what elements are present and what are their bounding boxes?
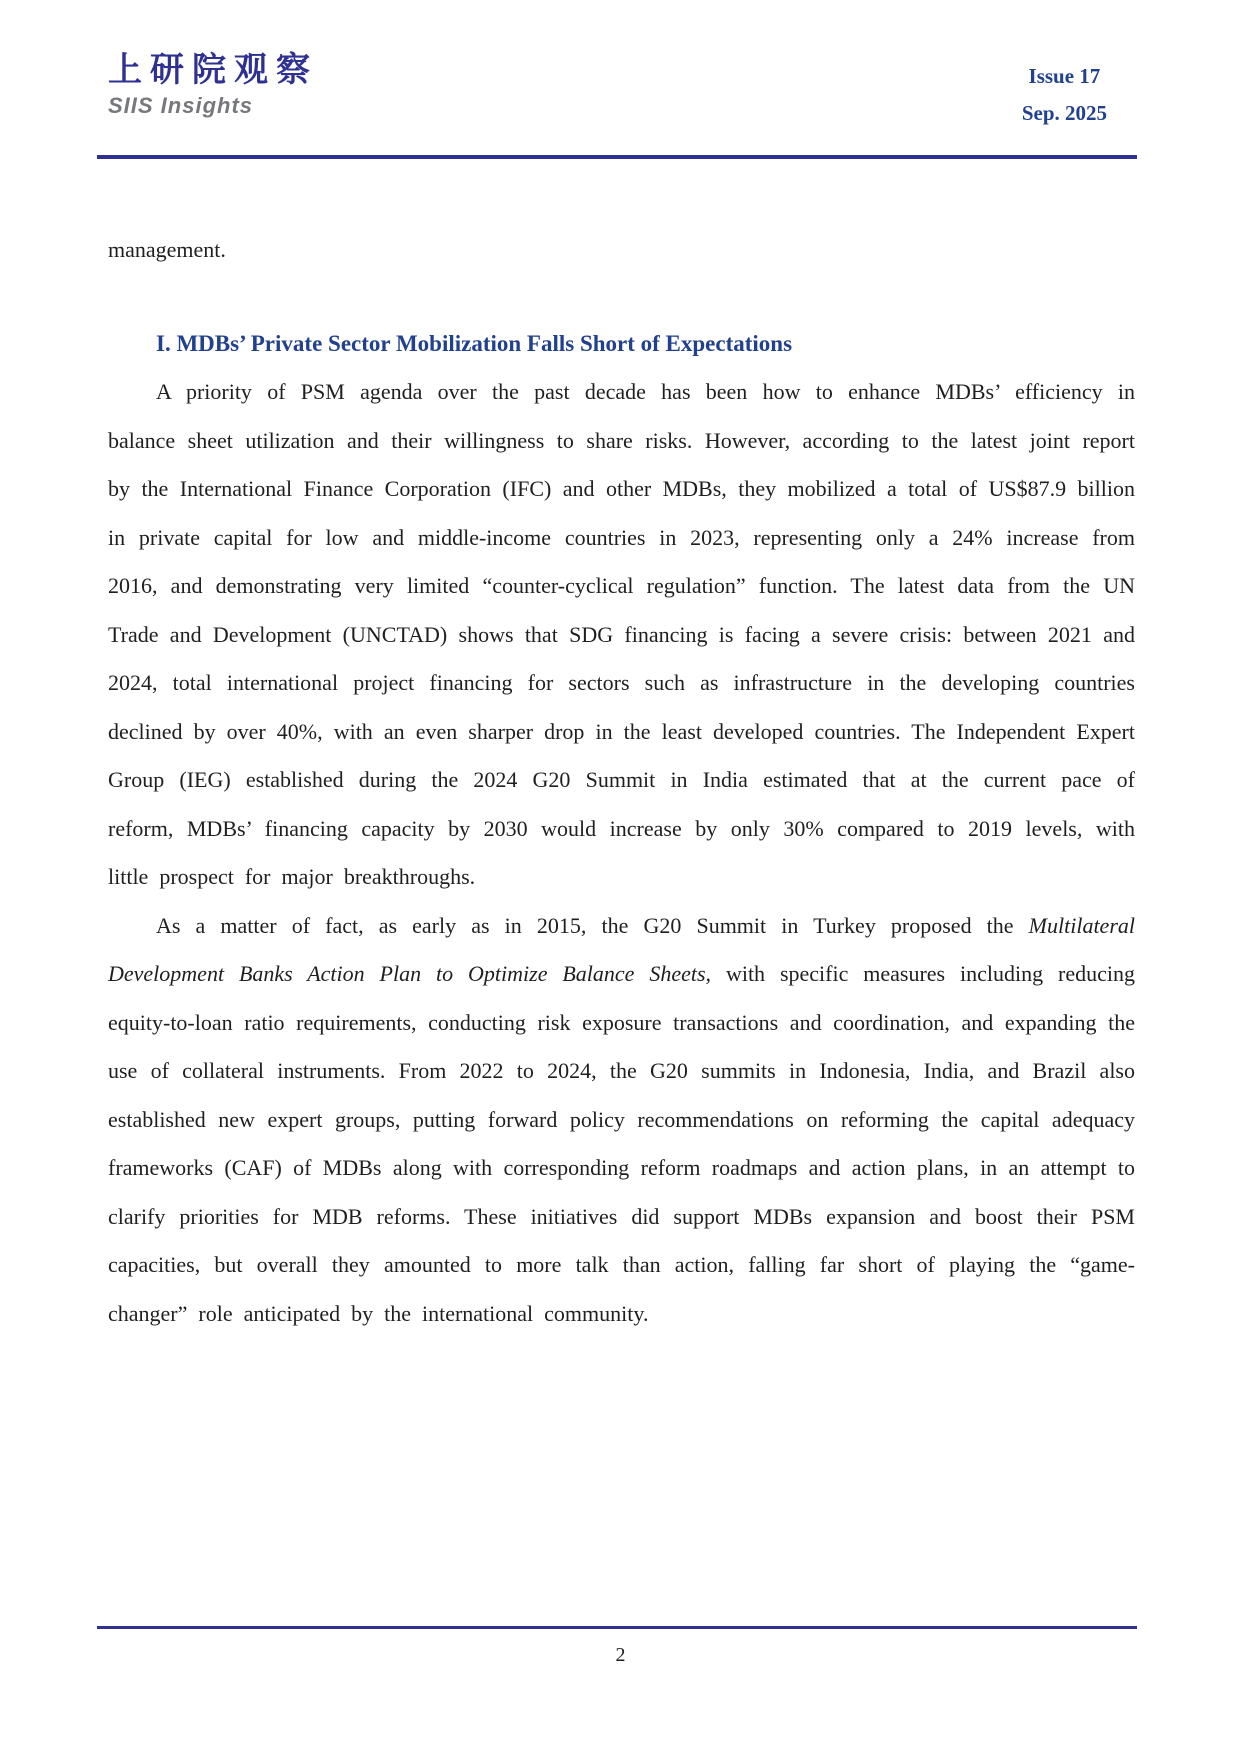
- logo-chinese-title: 上研院观察: [108, 50, 318, 90]
- paragraph-2-italic-title: Multilateral Development Banks Action Plan to Optimize Balance Sheets,: [108, 912, 1135, 986]
- issue-number: Issue 17: [1028, 64, 1101, 88]
- section-heading: I. MDBs’ Private Sector Mobilization Falls Short of Expectations: [156, 331, 793, 356]
- paragraph-2: [108, 902, 1135, 1339]
- page-number: 2: [615, 1644, 626, 1666]
- carryover-paragraph-fragment: management.: [108, 237, 226, 262]
- issue-info: [1022, 58, 1107, 132]
- paragraph-1: A priority of PSM agenda over the past decade has been how to enhance MDBs’ efficiency in balance sheet utilization and their willingness to share risks. However, according to the latest joint report by the International Finance Corporation (IFC) and other MDBs, they mobilized a total of US$87.9 billion in private capital for low and middle-income countries in 2023, representing only a 24% increase from 2016, and demonstrating very limited “counter-cyclical regulation” function. The latest data from the UN Trade and Development (UNCTAD) shows that SDG financing is facing a severe crisis: between 2021 and 2024, total international project financing for sectors such as infrastructure in the developing countries declined by over 40%, with an even sharper drop in the least developed countries. The Independent Expert Group (IEG) established during the 2024 G20 Summit in India estimated that at the current pace of reform, MDBs’ financing capacity by 2030 would increase by only 30% compared to 2019 levels, with little prospect for major breakthroughs.: [108, 379, 1135, 889]
- paragraph-2-rest: with specific measures including reducing equity-to-loan ratio requirements, conducting risk exposure transactions and coordination, and expanding the use of collateral instruments. From 2022 to 2024, the G20 summits in Indonesia, India, and Brazil also established new expert groups, putting forward policy recommendations on reforming the capital adequacy frameworks (CAF) of MDBs along with corresponding reform roadmaps and action plans, in an attempt to clarify priorities for MDB reforms. These initiatives did support MDBs expansion and boost their PSM capacities, but overall they amounted to more talk than action, falling far short of playing the “game-changer” role anticipated by the international community.: [108, 961, 1135, 1326]
- paragraph-2-lead: As a matter of fact, as early as in 2015, the G20 Summit in Turkey proposed the: [156, 912, 1029, 938]
- document-body: [108, 226, 1135, 1338]
- logo-english-subtitle: SIIS Insights: [108, 93, 254, 119]
- page-header: [108, 52, 1135, 132]
- publication-logo: [108, 52, 318, 119]
- header-divider: [97, 155, 1137, 159]
- issue-date: Sep. 2025: [1021, 101, 1107, 125]
- footer-divider: [97, 1626, 1137, 1629]
